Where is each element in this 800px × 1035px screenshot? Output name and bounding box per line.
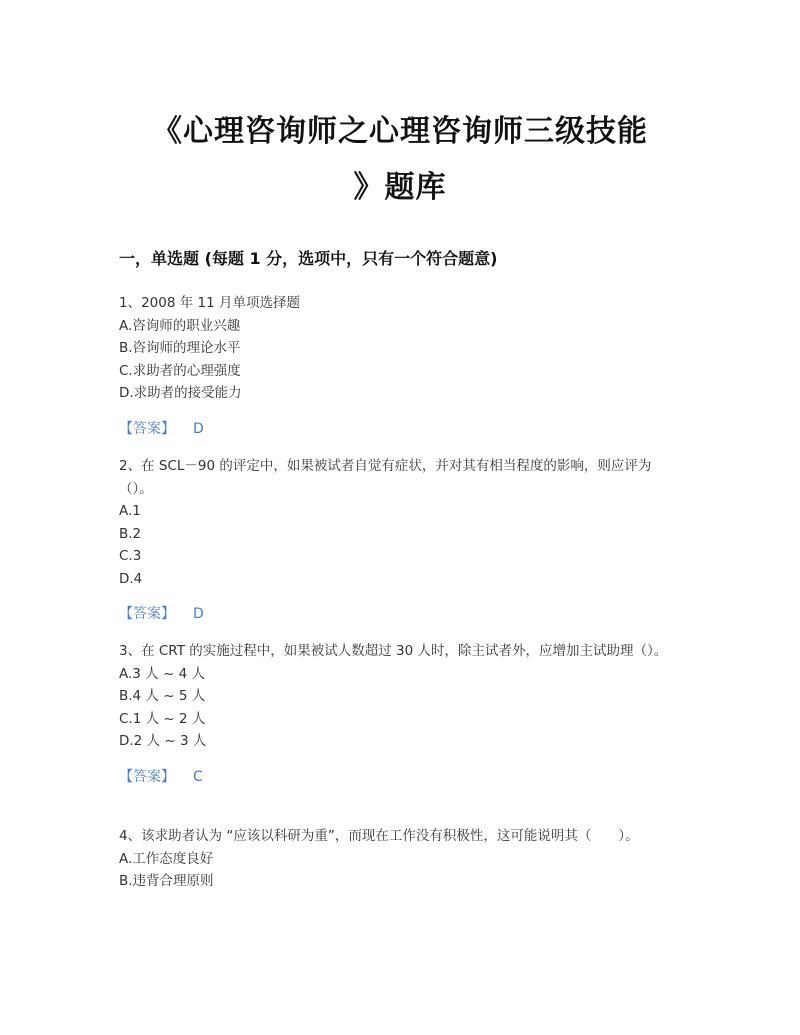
- option-a: A.3 人 ~ 4 人: [119, 665, 205, 682]
- document-title: [100, 104, 700, 216]
- question-stem: 2、在 SCL－90 的评定中，如果被试者自觉有症状，并对其有相当程度的影响，则应评为（）。: [119, 458, 652, 497]
- option-b: B.咨询师的理论水平: [119, 340, 241, 356]
- question-stem: 1、2008 年 11 月单项选择题: [119, 295, 300, 311]
- answer-label: 【答案】: [119, 606, 175, 622]
- option-c: C.求助者的心理强度: [119, 362, 241, 379]
- answer-row: [119, 766, 679, 788]
- question-stem: 3、在 CRT 的实施过程中，如果被试人数超过 30 人时，除主试者外，应增加主试助理（）。: [119, 643, 668, 659]
- answer-value: D: [193, 420, 204, 437]
- question-4: [119, 825, 679, 893]
- option-a: A.咨询师的职业兴趣: [119, 317, 241, 334]
- answer-label: 【答案】: [119, 420, 175, 437]
- option-b: B.违背合理原则: [119, 873, 214, 889]
- answer-row: [119, 603, 679, 625]
- question-1: [119, 292, 679, 440]
- option-c: C.3: [119, 548, 142, 564]
- option-b: B.2: [119, 525, 142, 542]
- title-line-1: 《心理咨询师之心理咨询师三级技能: [152, 114, 648, 149]
- answer-row: [119, 418, 679, 440]
- option-c: C.1 人 ~ 2 人: [119, 710, 206, 727]
- title-line-2: 》题库: [353, 170, 447, 205]
- option-a: A.工作态度良好: [119, 850, 214, 867]
- option-d: D.2 人 ~ 3 人: [119, 733, 207, 749]
- answer-value: D: [193, 606, 204, 622]
- question-3: [119, 640, 679, 788]
- answer-value: C: [193, 768, 203, 785]
- option-b: B.4 人 ~ 5 人: [119, 688, 206, 704]
- answer-label: 【答案】: [119, 768, 175, 785]
- option-a: A.1: [119, 503, 141, 519]
- option-d: D.4: [119, 570, 143, 587]
- question-stem: 4、该求助者认为 “应该以科研为重”，而现在工作没有积极性，这可能说明其（ ）。: [119, 828, 639, 844]
- question-2: [119, 455, 679, 625]
- section-heading: 一，单选题 (每题 1 分，选项中，只有一个符合题意): [119, 249, 498, 268]
- option-d: D.求助者的接受能力: [119, 385, 242, 401]
